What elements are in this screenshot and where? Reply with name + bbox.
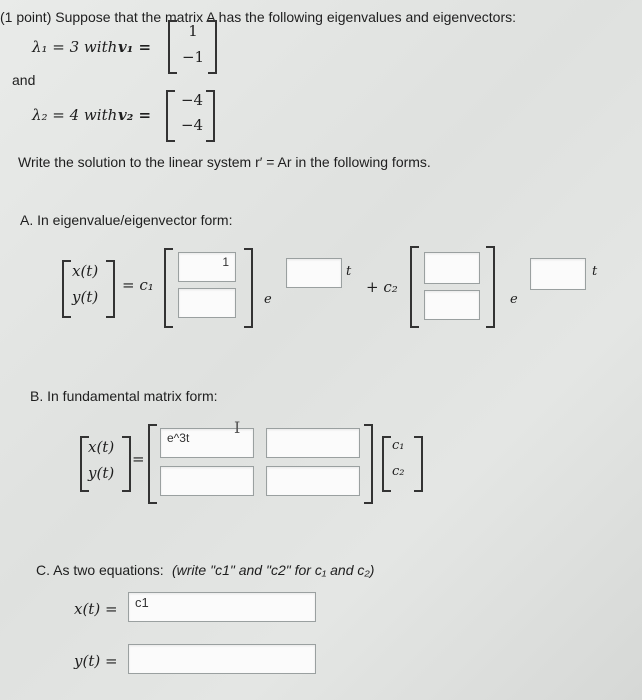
partB-c-bracket-right [414,436,423,492]
instruction-text: Write the solution to the linear system r′ = Ar in the following forms. [18,154,431,170]
text-cursor-icon: I [234,418,241,437]
partA-e2: e [510,292,518,307]
v1-bracket-left [168,20,177,74]
partC-x-input[interactable]: c1 [128,592,316,622]
partA-v1-bracket-left [164,248,173,328]
v2-bottom: −4 [180,116,204,134]
partB-title: B. In fundamental matrix form: [30,388,218,404]
partA-y: y(t) [72,288,99,306]
partA-title: A. In eigenvalue/eigenvector form: [20,212,233,228]
partA-plus-c2: + c₂ [366,278,398,296]
partB-xy-bracket-right [122,436,131,492]
problem-prompt: (1 point) Suppose that the matrix A has the following eigenvalues and eigenvectors: [0,9,516,25]
partB-matrix-bracket-right [364,424,373,504]
partA-v2-bottom-input[interactable] [424,290,480,320]
partB-m12-input[interactable] [266,428,360,458]
partA-v1-bottom-input[interactable] [178,288,236,318]
partA-xy-bracket-left [62,260,71,318]
lambda2-text: λ₂ = 4 with [32,106,118,124]
v2-top: −4 [180,91,204,109]
partC-title: C. As two equations: [36,562,164,578]
partC-hint: (write "c1" and "c2" for c₁ and c₂) [172,562,375,578]
and-text: and [12,72,36,88]
partB-x: x(t) [88,438,115,456]
v1-bottom: −1 [181,48,205,66]
v2-bracket-left [166,90,175,142]
partB-y: y(t) [88,464,115,482]
partC-x-label: x(t) = [74,600,118,618]
partA-xy-bracket-right [106,260,115,318]
partA-t2: t [592,264,598,279]
v1-label: v₁ = [118,38,152,56]
v1-bracket-right [208,20,217,74]
partB-c2: c₂ [392,464,405,479]
partA-v1-bracket-right [244,248,253,328]
v2-label: v₂ = [118,106,152,124]
partB-m21-input[interactable] [160,466,254,496]
partA-v2-bracket-right [486,246,495,328]
partA-eq-c1: = c₁ [122,276,154,294]
v1-top: 1 [188,22,198,40]
partA-v1-top-input[interactable]: 1 [178,252,236,282]
partB-eq: = [132,450,145,468]
partB-matrix-bracket-left [148,424,157,504]
v2-bracket-right [206,90,215,142]
lambda1-text: λ₁ = 3 with [32,38,118,56]
partB-c1: c₁ [392,438,405,453]
partA-e1: e [264,292,272,307]
partA-v2-top-input[interactable] [424,252,480,284]
partA-x: x(t) [72,262,99,280]
partA-exp2-input[interactable] [530,258,586,290]
partC-y-input[interactable] [128,644,316,674]
partB-m11-input[interactable]: e^3t [160,428,254,458]
partB-c-bracket-left [382,436,391,492]
partA-t1: t [346,264,352,279]
partA-v2-bracket-left [410,246,419,328]
partA-exp1-input[interactable] [286,258,342,288]
partC-y-label: y(t) = [74,652,118,670]
partB-m22-input[interactable] [266,466,360,496]
